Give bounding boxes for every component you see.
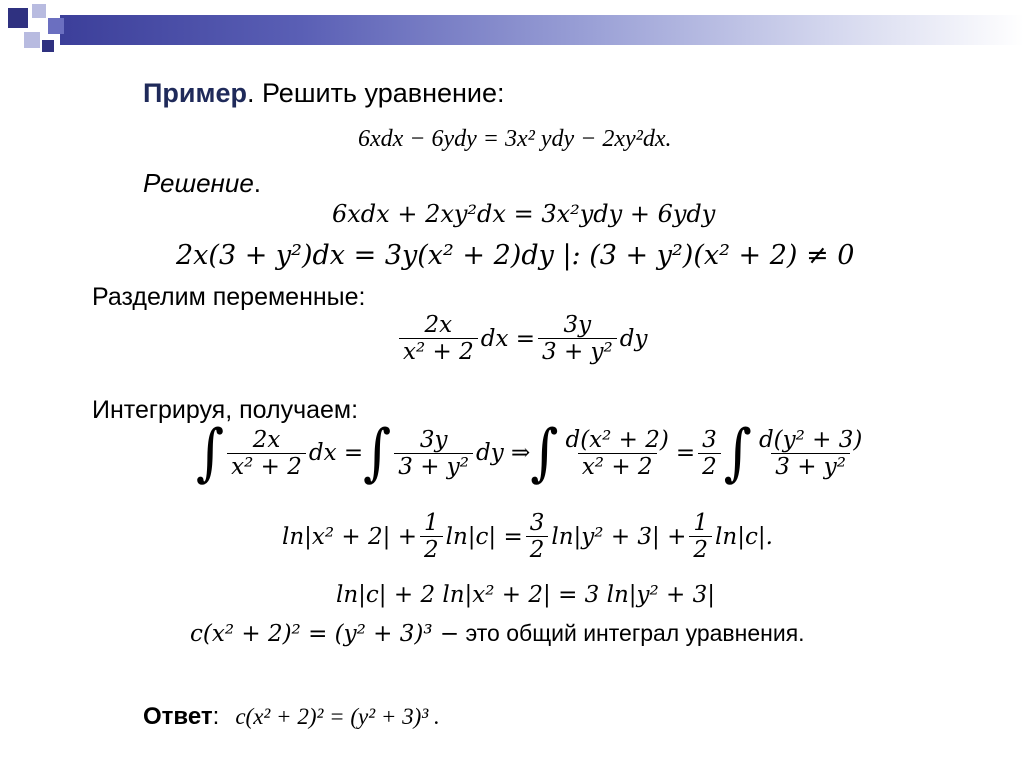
int-fraction-4 (698, 427, 721, 480)
ln-h3-num: 1 (693, 510, 709, 536)
integral-sign-1: ∫ (196, 416, 225, 489)
ln-part-a: ln|x² + 2| + (282, 523, 417, 550)
ln-h1-num: 1 (423, 510, 439, 536)
sep-lhs-dx: dx = (480, 325, 535, 352)
sep-rhs-dy: dy (619, 325, 648, 352)
deco-square-3 (48, 18, 64, 34)
deco-square-4 (24, 32, 40, 48)
int-fraction-3 (561, 427, 672, 480)
separated-equation (396, 312, 647, 365)
sep-fraction-left (399, 312, 478, 365)
ln-part-c: ln|y² + 3| + (551, 523, 687, 550)
integral-equation (196, 416, 869, 489)
ln-h1-den: 2 (420, 536, 443, 563)
ln-half-2 (526, 510, 549, 563)
int-fraction-5 (755, 427, 866, 480)
general-integral-line (190, 620, 805, 647)
integral-sign-4: ∫ (723, 416, 752, 489)
ln-h3-den: 2 (689, 536, 712, 563)
sep-rhs-num: 3y (563, 312, 592, 338)
sep-lhs-num: 2x (424, 312, 453, 338)
integral-sign-2: ∫ (363, 416, 392, 489)
example-heading (143, 78, 505, 109)
int-f5-num: d(y² + 3) (758, 426, 863, 453)
ln-part-d: ln|c|. (715, 523, 773, 550)
deco-square-5 (42, 40, 54, 52)
int-f1-num: 2x (252, 426, 281, 453)
solution-heading (143, 168, 261, 199)
sep-fraction-right (538, 312, 617, 365)
answer-formula: c(x² + 2)² = (y² + 3)³ . (235, 704, 440, 729)
int-f3-num: d(x² + 2) (565, 426, 669, 453)
int-f4-num: 3 (702, 426, 717, 453)
ln-h2-num: 3 (529, 510, 545, 536)
int-eq: = (675, 440, 696, 466)
int-fraction-2 (394, 427, 473, 480)
deco-square-1 (8, 8, 28, 28)
integrate-heading: Интегрируя, получаем: (92, 396, 359, 424)
general-integral-formula: c(x² + 2)² = (y² + 3)³ − (190, 621, 460, 647)
sep-lhs-den: x² + 2 (399, 338, 478, 365)
answer-colon: : (212, 703, 220, 730)
int-f5-den: 3 + y² (771, 453, 850, 480)
general-integral-text: это общий интеграл уравнения. (459, 620, 805, 646)
int-dx: dx = (308, 440, 364, 466)
int-f4-den: 2 (698, 453, 721, 480)
int-f1-den: x² + 2 (227, 453, 306, 480)
ln-h2-den: 2 (526, 536, 549, 563)
sep-rhs-den: 3 + y² (538, 338, 617, 365)
given-equation: 6xdx − 6ydy = 3x² ydy − 2xy²dx. (358, 126, 672, 152)
int-f2-num: 3y (419, 426, 448, 453)
ln-half-3 (689, 510, 712, 563)
int-f3-den: x² + 2 (578, 453, 657, 480)
step1-equation: 6xdx + 2xy²dx = 3x²ydy + 6ydy (332, 200, 716, 228)
ln-part-b: ln|c| = (445, 523, 523, 550)
integral-sign-3: ∫ (530, 416, 559, 489)
deco-square-2 (32, 4, 46, 18)
int-f2-den: 3 + y² (394, 453, 473, 480)
solution-label: Решение (143, 168, 254, 198)
answer-label: Ответ (143, 703, 213, 730)
int-fraction-1 (227, 427, 306, 480)
ln-half-1 (420, 510, 443, 563)
header-gradient-bar (60, 15, 1024, 45)
step2-equation: 2x(3 + y²)dx = 3y(x² + 2)dy |: (3 + y²)(x² + 2) ≠ 0 (176, 240, 855, 271)
ln-equation-2: ln|c| + 2 ln|x² + 2| = 3 ln|y² + 3| (336, 582, 716, 608)
header-band (0, 0, 1024, 62)
ln-equation-1 (282, 510, 773, 563)
int-dy: dy ⇒ (476, 440, 531, 466)
answer-line (143, 703, 440, 731)
example-text: . Решить уравнение: (246, 78, 505, 108)
example-label: Пример (143, 78, 247, 108)
solution-dot: . (253, 168, 262, 198)
separate-heading: Разделим переменные: (92, 283, 366, 311)
